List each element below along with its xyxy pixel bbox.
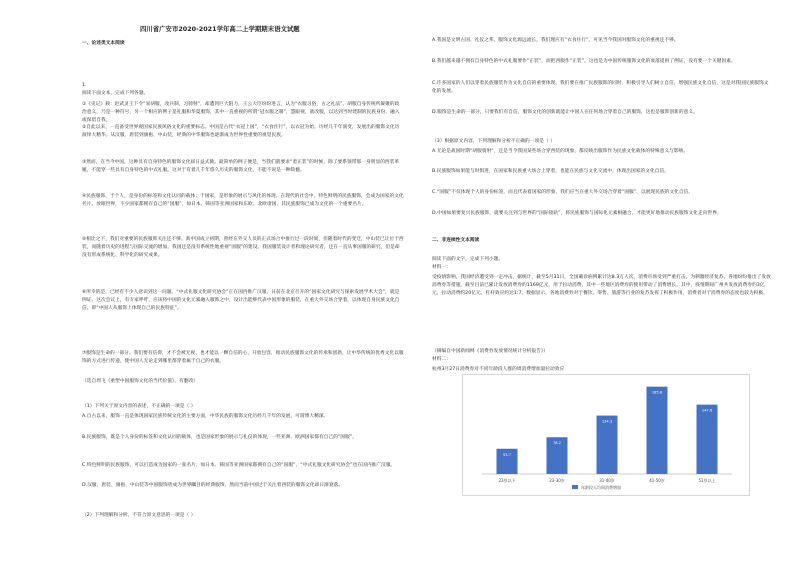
- paragraph: [82, 159, 404, 185]
- section-title: 一、论述类文本阅读: [82, 41, 125, 46]
- bar-value-label: 185.8: [651, 390, 663, 395]
- option[interactable]: [432, 37, 772, 55]
- option[interactable]: [432, 148, 772, 166]
- option-text: A.自古以来，服饰一直是体现国家民族传统文化的主要方面，中华民族的服饰文化历经几千年的发展，可谓博大精深。: [82, 414, 329, 419]
- paragraph: [82, 101, 404, 124]
- question-1: [82, 403, 404, 411]
- section-header: [82, 40, 404, 48]
- x-tick-label: 23岁以下: [498, 478, 516, 483]
- paragraph: [82, 289, 404, 342]
- instruction-text: 阅读下面的文字，完成下列小题。: [432, 257, 504, 262]
- bar-value-label: 124.3: [601, 419, 613, 424]
- reading-instruction: 阅读下面文本，完成下列各题。: [82, 91, 149, 97]
- chart-bar: [597, 416, 618, 474]
- question-mark: 1.: [82, 83, 87, 88]
- option[interactable]: [82, 482, 404, 508]
- material-label: 材料一：: [432, 265, 451, 271]
- paragraph-text: ①《史记》载：赵武灵王下令“易胡服，改兵制，习骑射”，却遭到巨大阻力，王公大臣纷纷进言，认为“衣服习俗，古之礼法”。胡服自身传统所凝聚的政治意义，乃是一种符号，另一个相应的例子是礼服和华夏服饰，其中一直重视的所谓“冠衣服之制”，慧眼视，欲改服，以达到当时建制的民族身份、融入或保留自我。: [82, 102, 400, 124]
- paragraph-text: ②自此以来，一直备受世界观国家民族风俗文化的重要标志。中国是古代“衣冠上国”，“衣食住行”，以衣冠为始。历经几千年演变，发展出的服饰文化历演绎大精华。从汉服、唐装到旗袍、中山装，经典的中华服饰也逐渐成为世界性重要的视觉民族。: [82, 125, 400, 139]
- paragraph-text: ⑥所幸的是，已经有不少人意识到这一问题。“中式礼服文化研究协会”正在国内推广汉服，日前在北京召开的“国家文化研究与探索发展学术大会”，就是例证。这次会议上，有专家呼吁，应该将中国的文化元素融入服饰之中，设计出能够代表中国形象的服装，在重大外交场合穿着，以体现自身民族文化自信，即“中国人从服饰上体现自己的民族特征”。: [82, 290, 400, 312]
- paragraph-text: ⑤相比之下，我们对重要的民族服饰关注还不够。新中国成立初期，曾经在外交人员的正式场合中推行过一段时间，但随着时代的变迁，中山装已让位于西装，而随着历史的进程与国际交流的增加，我国还是没有系统性地重视“国服”的建设。我国服装设计者和理论研究者，还在一直从事国服的研究，但是却没有形成系统化、科学化的研究成果。: [82, 237, 404, 259]
- question-stem: （3）根据原文内容，下列理解和分析不正确的一项是（ ）: [432, 139, 556, 144]
- question-stem: （2）下列理解和分析，不符合原文意思的一项是（ ）: [82, 513, 196, 518]
- question-3: [432, 138, 772, 146]
- option[interactable]: [82, 413, 404, 431]
- option-text: A.我国是文明古国、礼仪之邦，服饰文化源远流长，我们理应有“衣食住行”，可见当今我国对服饰文化的重视还不够。: [432, 38, 679, 43]
- x-tick-label: 23-30岁: [549, 478, 565, 483]
- bar-chart-svg: [462, 374, 750, 496]
- option-text: B.民族服饰如果能与时俱进，在国家和民族重大场合上穿着，也能在民族与文化交流中，体现出国家的文化自信。: [432, 169, 669, 174]
- paragraph-text: ④民族服饰，于个人，是身份的标签和文化认同的载体；于国家，是形象的展示与风化的体现。在现代的社会中，特色鲜明的民族服饰，会成为国家的文化名片。放眼世界，不少国家都拥有自己的“国服”，如日本、韩国等亚洲国家和东欧、北欧诸国，其民族服饰已成为文化的一个重要名片。: [82, 194, 404, 208]
- legend-swatch: [572, 485, 578, 489]
- x-tick-label: 51岁以上: [698, 478, 716, 483]
- option[interactable]: [432, 80, 772, 106]
- option-text: B.我们越来越不拥有自身特色的中式礼服要作“正装”，而把西服作“正装”，这也是为中国传统服饰文化的衰落提供了例证，没有要一个关键因素。: [432, 59, 736, 64]
- paragraph: [82, 124, 404, 150]
- option[interactable]: [82, 434, 404, 460]
- bar-value-label: 78.2: [552, 441, 562, 446]
- bar-value-label: 147.6: [701, 408, 713, 413]
- question-number: [82, 82, 404, 98]
- x-tick-label: 31-40岁: [599, 478, 615, 483]
- option[interactable]: [432, 189, 772, 207]
- x-tick-label: 41-50岁: [649, 478, 665, 483]
- option-text: D.汉服、唐装、旗袍、中山装等中国服饰曾成为世界瞩目的经典服饰，然而当前中国过于关注着西装的服饰文化却日渐衰落。: [82, 483, 344, 488]
- section-header: [432, 237, 772, 245]
- paragraph-text: ⑦服饰是生命的一部分。我们要有信仰，才不会被无视、也才能以一颗自信的心，开放包容，推动民族服饰文化的传承和创新，让中华传统的优秀文化以服饰的方式进行传递，使中国人无论走到哪里都穿着属于自己的衣服。: [82, 351, 404, 365]
- paragraph-text: ③然而，在当今中国，这种具有自身特色的服饰文化却日益式微。最简单的例子便是，当我们就要求“着正装”的时候，除了要系领带那一身明显的西装革履，不能穿一些具有自身特色的中式礼服。这对于有着几千年悠久历史的服饰文化，不能不说是一种缺憾。: [82, 160, 400, 174]
- option-text: B.民族服饰，既是个人身份的标签和文化认同的载体，也是国家形象的展示与礼仪的体现，一些亚洲、欧洲国家都有自己的“国服”。: [82, 435, 358, 440]
- chart-title: [432, 366, 772, 374]
- legend-label: 年龄段人均周消费增加: [581, 485, 621, 490]
- material-text: [432, 274, 772, 344]
- chart-title-text: 杭州3月27日消费券对不同年龄段人群的周消费增加量拉动效应: [432, 367, 565, 372]
- option-text: C.许多国家的人们以穿着民族服装作为文化自信的重要体现，我们要在推广民族服饰的同时，积极引导人们树立自信，增强民族文化自信，这是对我国民族服饰文化的发展。: [432, 81, 769, 95]
- paragraph: [82, 236, 404, 281]
- material-label: 材料二：: [432, 357, 451, 363]
- question-stem: （1）下列关于原文内容的表述，不正确的一项是（ ）: [82, 404, 196, 409]
- option-text: C.“国服”不仅体现个人的身份标签，而且代表着国家的形象，我们应当在重大外交场合穿着“国服”，以展现民族的文化自信。: [432, 190, 694, 195]
- option-text: C.特色鲜明的民族服饰，可以打造成为国家的一张名片，如日本、韩国等亚洲国家都拥有自己的“国服”，“中式礼服文化研究协会”也在国内推广汉服。: [82, 463, 396, 468]
- chart-bar: [647, 387, 668, 474]
- option-text: D.服饰是生命的一部分，只要我们有自信，服饰文化的创新就能让中国人在任何场合穿着自己的服饰，这也是服饰创新的意义。: [432, 110, 698, 115]
- question-2: [82, 512, 404, 520]
- material-source: [432, 348, 772, 364]
- option[interactable]: [432, 168, 772, 186]
- source-text: （摘编自中国新闻网《消费券发放情况统计分析报告》）: [432, 349, 549, 354]
- option[interactable]: [432, 210, 772, 228]
- option-text: A.无论是战国时期“胡服骑射”，还是当今我国某些场合穿西装的现象，都反映出服饰作为民族文化载体的特殊意义与影响。: [432, 149, 689, 154]
- source-text: （选自周飞《重塑中国服饰文化的当代价值》，有删改）: [82, 379, 199, 384]
- reading-instruction: [432, 256, 772, 272]
- page-title: 四川省广安市2020-2021学年高二上学期期末语文试题: [140, 25, 300, 33]
- bar-value-label: 53.7: [502, 452, 512, 457]
- option[interactable]: [432, 109, 772, 127]
- chart-bar: [697, 405, 718, 474]
- section-title: 二、非连续性文本阅读: [432, 238, 480, 243]
- paragraph: [82, 193, 404, 228]
- paragraph: [82, 350, 404, 376]
- paragraph-text: 受疫情影响，我国经济遭受到一定冲击，据统计，截至5月31日，全国确诊病例累计达8.3万人次，消费市场受到严重打击，为刺激经济复苏，各地纷纷推出了发放消费券等措施，截至目前已累计发放消费券约1169亿元，用于拉动消费，其中一些地区消费券的使用带动了消费增长。其中，疫情期间广州共发放消费券约3亿元，拉动消费约20亿元，杠杆效应约达1:7。数据显示，各地消费券对于餐饮、零售、旅游等行业的复苏发挥了积极作用，消费者对于消费券的态度也较为积极。: [432, 275, 771, 297]
- source-note: [82, 378, 404, 388]
- bar-chart: [462, 374, 750, 496]
- option[interactable]: [432, 58, 772, 76]
- option-text: D.中国如果要复兴民族服饰，就要关注到与世界的“国际接轨”，将民族服饰与国际化元素相融合，才能更好地推动民族服饰文化走向世界。: [432, 211, 722, 216]
- option[interactable]: [82, 462, 404, 480]
